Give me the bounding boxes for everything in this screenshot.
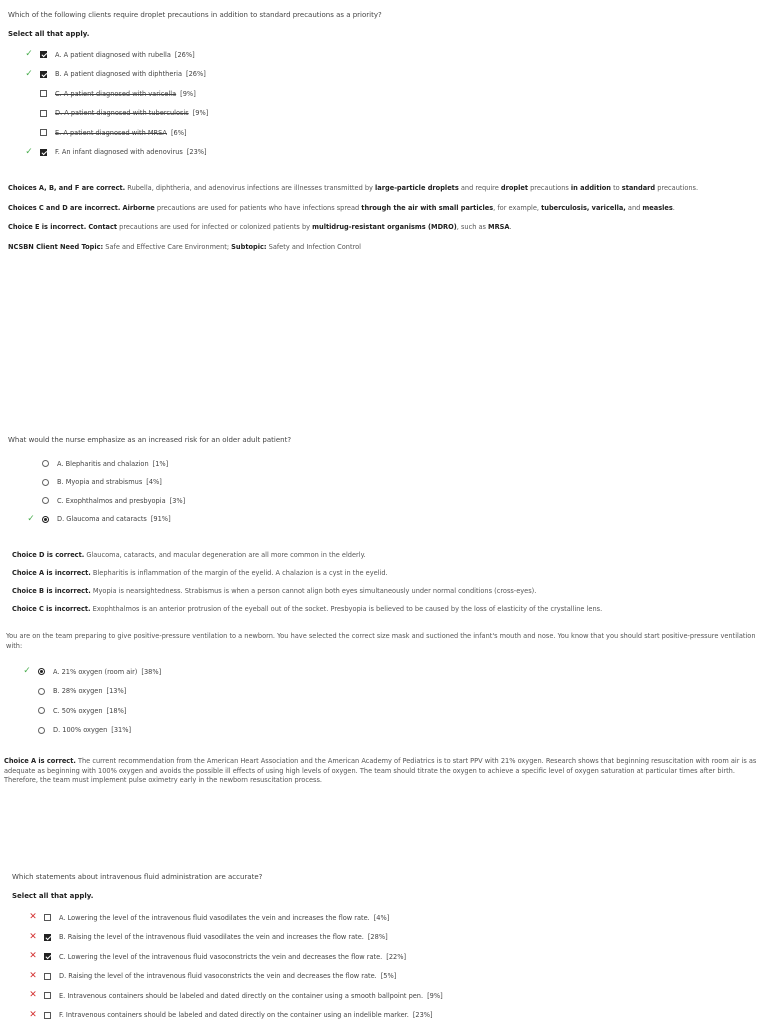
x-icon: ✕: [29, 970, 37, 981]
check-icon: ✓: [27, 513, 35, 524]
radio-button[interactable]: [42, 460, 49, 467]
x-icon: ✕: [29, 931, 37, 942]
option-c[interactable]: [20, 705, 161, 716]
option-percent: [4%]: [146, 478, 162, 486]
option-c[interactable]: [26, 951, 443, 962]
question-1-text: Which of the following clients require droplet precautions in addition to standard precautions as a priority?: [8, 11, 382, 19]
option-c[interactable]: [22, 88, 208, 99]
explanation-line: Choice E is incorrect. Contact precautions are used for infected or colonized patients by multidrug-resistant organisms (MDRO), such as MRSA.: [8, 223, 512, 231]
option-a[interactable]: [24, 458, 185, 469]
option-percent: [38%]: [141, 667, 162, 676]
option-label: C. A patient diagnosed with varicella: [55, 89, 177, 98]
option-label: A. Lowering the level of the intravenous fluid vasodilates the vein and increases the flow rate.: [59, 913, 370, 922]
select-all-instruction: Select all that apply.: [8, 30, 90, 38]
checkbox[interactable]: [40, 71, 47, 78]
option-percent: [91%]: [150, 515, 171, 523]
option-label: D. 100% oxygen: [53, 726, 108, 734]
radio-button[interactable]: [38, 707, 45, 714]
check-icon: ✓: [25, 68, 33, 79]
select-all-instruction: Select all that apply.: [12, 892, 94, 900]
option-label: B. A patient diagnosed with diphtheria: [55, 70, 182, 79]
option-label: E. Intravenous containers should be labeled and dated directly on the container using a smooth ballpoint pen.: [59, 991, 424, 1000]
option-percent: [9%]: [180, 89, 196, 98]
option-percent: [18%]: [106, 706, 127, 715]
option-f[interactable]: [26, 1010, 443, 1021]
option-percent: [23%]: [412, 1011, 433, 1020]
option-percent: [31%]: [111, 726, 132, 734]
option-b[interactable]: [24, 477, 185, 488]
explanation-line: Choice B is incorrect. Myopia is nearsightedness. Strabismus is when a person cannot align both eyes simultaneously under normal conditions (cross-eyes).: [12, 587, 537, 595]
option-label: C. Exophthalmos and presbyopia: [57, 496, 166, 505]
option-d[interactable]: [20, 725, 161, 736]
explanation-line: Choices C and D are incorrect. Airborne precautions are used for patients who have infections spread through the air with small particles, for example, tuberculosis, varicella, and measles.: [8, 203, 675, 212]
question-1-explanation: [8, 184, 764, 252]
checkbox[interactable]: [40, 51, 47, 58]
option-label: F. An infant diagnosed with adenovirus: [55, 148, 183, 157]
option-label: F. Intravenous containers should be labeled and dated directly on the container using an indelible marker.: [59, 1011, 409, 1020]
option-label: C. 50% oxygen: [53, 706, 103, 715]
option-label: D. Glaucoma and cataracts: [57, 515, 147, 523]
explanation-heading: Choice A is correct.: [4, 757, 76, 765]
explanation-body: The current recommendation from the American Heart Association and the American Academy of Pediatrics is to start PPV with 21% oxygen. Research shows that beginning resuscitation with room air is as adequate as beginning with 100% oxygen and avoids the possible ill effects of using high levels of oxygen. The team should titrate the oxygen to achieve a specific level of oxygen saturation at particular times after birth. Therefore, the team must implement pulse oximetry early in the newborn resuscitation process.: [4, 757, 757, 784]
question-3-text: You are on the team preparing to give positive-pressure ventilation to a newborn. You have selected the correct size mask and suctioned the infant's mouth and nose. You know that you should start positive-pressure ventilation with:: [6, 632, 756, 650]
option-percent: [9%]: [427, 991, 443, 1000]
option-label: D. Raising the level of the intravenous fluid vasoconstricts the vein and decreases the flow rate.: [59, 972, 377, 981]
option-percent: [1%]: [152, 459, 169, 468]
question-4-text: Which statements about intravenous fluid administration are accurate?: [12, 873, 263, 881]
explanation-line: Choice A is incorrect. Blepharitis is inflammation of the margin of the eyelid. A chalazion is a cyst in the eyelid.: [12, 569, 388, 577]
option-label: B. Raising the level of the intravenous fluid vasodilates the vein and increases the flow rate.: [59, 933, 364, 942]
option-d[interactable]: [26, 971, 443, 982]
option-e[interactable]: [26, 990, 443, 1001]
radio-button[interactable]: [38, 668, 45, 675]
check-icon: ✓: [23, 666, 31, 676]
option-percent: [26%]: [174, 50, 195, 59]
option-label: A. Blepharitis and chalazion: [57, 459, 149, 468]
question-2-options: [24, 458, 185, 525]
option-percent: [26%]: [186, 70, 206, 79]
option-label: A. 21% oxygen (room air): [53, 667, 138, 676]
option-percent: [5%]: [380, 972, 397, 981]
checkbox[interactable]: [40, 129, 47, 136]
check-icon: ✓: [25, 146, 33, 157]
option-label: C. Lowering the level of the intravenous fluid vasoconstricts the vein and decreases the flow rate.: [59, 952, 383, 961]
check-icon: ✓: [25, 49, 33, 59]
option-label: A. A patient diagnosed with rubella: [55, 50, 171, 59]
option-d[interactable]: [22, 108, 208, 119]
x-icon: ✕: [29, 990, 37, 1001]
option-a[interactable]: [22, 49, 208, 60]
option-percent: [28%]: [367, 933, 388, 942]
checkbox[interactable]: [44, 953, 51, 960]
option-c[interactable]: [24, 495, 185, 506]
option-label: D. A patient diagnosed with tuberculosis: [55, 109, 189, 118]
x-icon: ✕: [29, 1009, 37, 1020]
option-label: B. Myopia and strabismus: [57, 478, 143, 486]
question-4-options: [26, 912, 443, 1021]
checkbox[interactable]: [40, 110, 47, 117]
option-percent: [4%]: [373, 913, 390, 922]
option-e[interactable]: [22, 127, 208, 138]
checkbox[interactable]: [40, 149, 47, 156]
option-b[interactable]: [20, 686, 161, 697]
option-label: B. 28% oxygen: [53, 687, 103, 695]
option-percent: [9%]: [192, 109, 209, 118]
radio-button[interactable]: [42, 479, 49, 486]
question-2-explanation: [12, 551, 764, 614]
option-a[interactable]: [26, 912, 443, 923]
explanation-line: Choice C is incorrect. Exophthalmos is an anterior protrusion of the eyeball out of the socket. Presbyopia is believed to be caused by the loss of elasticity of the crystalline lens.: [12, 605, 603, 613]
option-b[interactable]: [26, 932, 443, 943]
question-2-text: What would the nurse emphasize as an increased risk for an older adult patient?: [8, 436, 292, 444]
question-1-options: [22, 49, 208, 158]
question-3-options: [20, 666, 161, 736]
option-percent: [6%]: [170, 128, 187, 137]
option-b[interactable]: [22, 69, 208, 80]
option-percent: [3%]: [169, 496, 186, 505]
x-icon: ✕: [29, 912, 37, 922]
radio-button[interactable]: [42, 516, 49, 523]
radio-button[interactable]: [38, 688, 45, 695]
option-percent: [13%]: [106, 687, 127, 695]
checkbox[interactable]: [44, 1012, 51, 1019]
radio-button[interactable]: [42, 497, 49, 504]
x-icon: ✕: [29, 951, 37, 962]
option-d[interactable]: [24, 514, 185, 525]
checkbox[interactable]: [44, 992, 51, 999]
checkbox[interactable]: [44, 914, 51, 921]
option-a[interactable]: [20, 666, 161, 677]
option-percent: [22%]: [386, 952, 407, 961]
radio-button[interactable]: [38, 727, 45, 734]
client-need-topic: NCSBN Client Need Topic: Safe and Effective Care Environment; Subtopic: Safety and Infection Control: [8, 242, 362, 251]
checkbox[interactable]: [40, 90, 47, 97]
checkbox[interactable]: [44, 973, 51, 980]
explanation-line: Choice D is correct. Glaucoma, cataracts, and macular degeneration are all more common in the elderly.: [12, 551, 366, 559]
checkbox[interactable]: [44, 934, 51, 941]
explanation-line: Choices A, B, and F are correct. Rubella, diphtheria, and adenovirus infections are illnesses transmitted by large-particle droplets and require droplet precautions in addition to standard precautions.: [8, 184, 699, 192]
question-3-explanation: [4, 757, 766, 786]
option-f[interactable]: [22, 147, 208, 158]
option-percent: [23%]: [186, 148, 207, 157]
option-label: E. A patient diagnosed with MRSA: [55, 128, 167, 137]
